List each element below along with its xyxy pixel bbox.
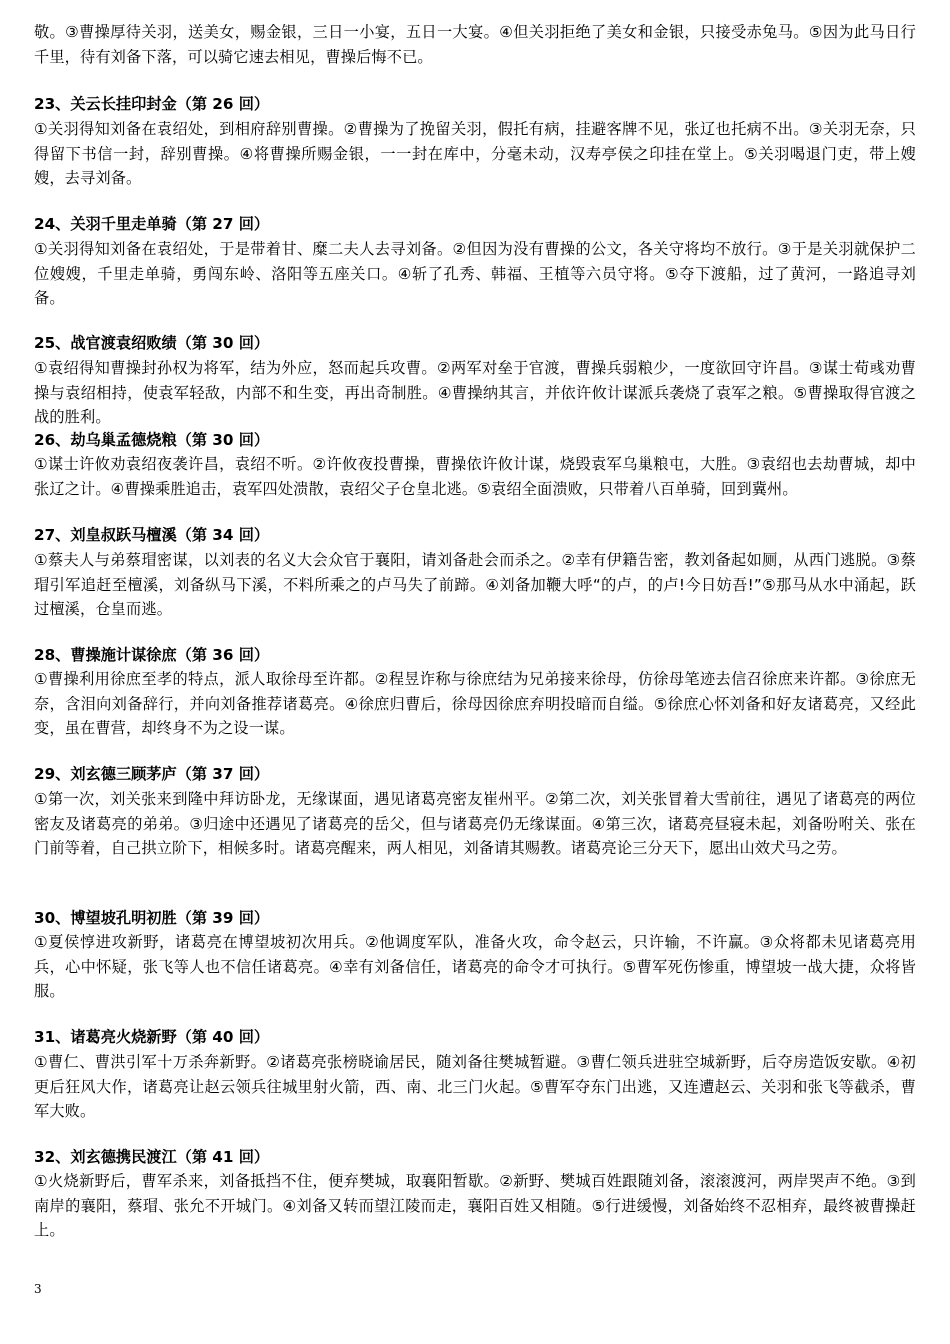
section-body-32: ①火烧新野后，曹军杀来，刘备抵挡不住，便弃樊城，取襄阳暂歇。②新野、樊城百姓跟随刘备，滚滚渡河，两岸哭声不绝。③到南岸的襄阳，蔡瑁、张允不开城门。④刘备又转而望江陵而走，襄阳百姓又相随。⑤行进缓慢，刘备始终不忍相弃，最终被曹操赶上。 [34, 1172, 916, 1239]
section-title-24: 24、关羽千里走单骑（第 27 回） [34, 215, 270, 233]
section-body-27: ①蔡夫人与弟蔡瑁密谋，以刘表的名义大会众官于襄阳，请刘备赴会而杀之。②幸有伊籍告密，教刘备起如厕，从西门逃脱。③蔡瑁引军追赶至檀溪，刘备纵马下溪，不料所乘之的卢马失了前蹄。④刘备加鞭大呼“的卢，的卢!今日妨吾!”⑤那马从水中涌起，跃过檀溪，仓皇而逃。 [34, 551, 916, 618]
section-body-24: ①关羽得知刘备在袁绍处，于是带着甘、糜二夫人去寻刘备。②但因为没有曹操的公文，各关守将均不放行。③于是关羽就保护二位嫂嫂，千里走单骑，勇闯东岭、洛阳等五座关口。④斩了孔秀、韩福、王植等六员守将。⑤夺下渡船，过了黄河，一路追寻刘备。 [34, 240, 916, 307]
section-title-27: 27、刘皇叔跃马檀溪（第 34 回） [34, 526, 270, 544]
section-title-23: 23、关云长挂印封金（第 26 回） [34, 95, 270, 113]
section-title-31: 31、诸葛亮火烧新野（第 40 回） [34, 1028, 270, 1046]
section-title-32: 32、刘玄德携民渡江（第 41 回） [34, 1148, 270, 1166]
section-title-26: 26、劫乌巢孟德烧粮（第 30 回） [34, 431, 270, 449]
section-title-28: 28、曹操施计谋徐庶（第 36 回） [34, 646, 270, 664]
intro-paragraph: 敬。③曹操厚待关羽，送美女，赐金银，三日一小宴，五日一大宴。④但关羽拒绝了美女和金银，只接受赤兔马。⑤因为此马日行千里，待有刘备下落，可以骑它速去相见，曹操后悔不已。 [34, 23, 916, 66]
section-body-26: ①谋士许攸劝袁绍夜袭许昌，袁绍不听。②许攸夜投曹操，曹操依许攸计谋，烧毁袁军乌巢粮屯，大胜。③袁绍也去劫曹城，却中张辽之计。④曹操乘胜追击，袁军四处溃散，袁绍父子仓皇北逃。⑤袁绍全面溃败，只带着八百单骑，回到冀州。 [34, 455, 916, 498]
section-body-23: ①关羽得知刘备在袁绍处，到相府辞别曹操。②曹操为了挽留关羽，假托有病，挂避客牌不见，张辽也托病不出。③关羽无奈，只得留下书信一封，辞别曹操。④将曹操所赐金银，一一封在库中，分毫未动，汉寿亭侯之印挂在堂上。⑤关羽喝退门吏，带上嫂嫂，去寻刘备。 [34, 120, 916, 187]
section-body-28: ①曹操利用徐庶至孝的特点，派人取徐母至许都。②程昱诈称与徐庶结为兄弟接来徐母，仿徐母笔迹去信召徐庶来许都。③徐庶无奈，含泪向刘备辞行，并向刘备推荐诸葛亮。④徐庶归曹后，徐母因徐庶弃明投暗而自缢。⑤徐庶心怀刘备和好友诸葛亮，又经此变，虽在曹营，却终身不为之设一谋。 [34, 670, 916, 737]
section-title-25: 25、战官渡袁绍败绩（第 30 回） [34, 334, 270, 352]
section-title-30: 30、博望坡孔明初胜（第 39 回） [34, 909, 270, 927]
section-body-31: ①曹仁、曹洪引军十万杀奔新野。②诸葛亮张榜晓谕居民，随刘备往樊城暂避。③曹仁领兵进驻空城新野，后夺房造饭安歇。④初更后狂风大作，诸葛亮让赵云领兵往城里射火箭，西、南、北三门火起。⑤曹军夺东门出逃，又连遭赵云、关羽和张飞等截杀，曹军大败。 [34, 1053, 916, 1120]
page-number: 3 [34, 1282, 42, 1296]
section-body-29: ①第一次，刘关张来到隆中拜访卧龙，无缘谋面，遇见诸葛亮密友崔州平。②第二次，刘关张冒着大雪前往，遇见了诸葛亮的两位密友及诸葛亮的弟弟。③归途中还遇见了诸葛亮的岳父，但与诸葛亮仍无缘谋面。④第三次，诸葛亮昼寝未起，刘备吩咐关、张在门前等着，自己拱立阶下，相候多时。诸葛亮醒来，两人相见，刘备请其赐教。诸葛亮论三分天下，愿出山效犬马之劳。 [34, 790, 916, 857]
section-body-30: ①夏侯惇进攻新野，诸葛亮在博望坡初次用兵。②他调度军队，准备火攻，命令赵云，只许输，不许赢。③众将都未见诸葛亮用兵，心中怀疑，张飞等人也不信任诸葛亮。④幸有刘备信任，诸葛亮的命令才可执行。⑤曹军死伤惨重，博望坡一战大捷，众将皆服。 [34, 933, 916, 1000]
section-body-25: ①袁绍得知曹操封孙权为将军，结为外应，怒而起兵攻曹。②两军对垒于官渡，曹操兵弱粮少，一度欲回守许昌。③谋士荀彧劝曹操与袁绍相持，使袁军轻敌，内部不和生变，再出奇制胜。④曹操纳其言，并依许攸计谋派兵袭烧了袁军之粮。⑤曹操取得官渡之战的胜利。 [34, 359, 916, 426]
section-title-29: 29、刘玄德三顾茅庐（第 37 回） [34, 765, 270, 783]
